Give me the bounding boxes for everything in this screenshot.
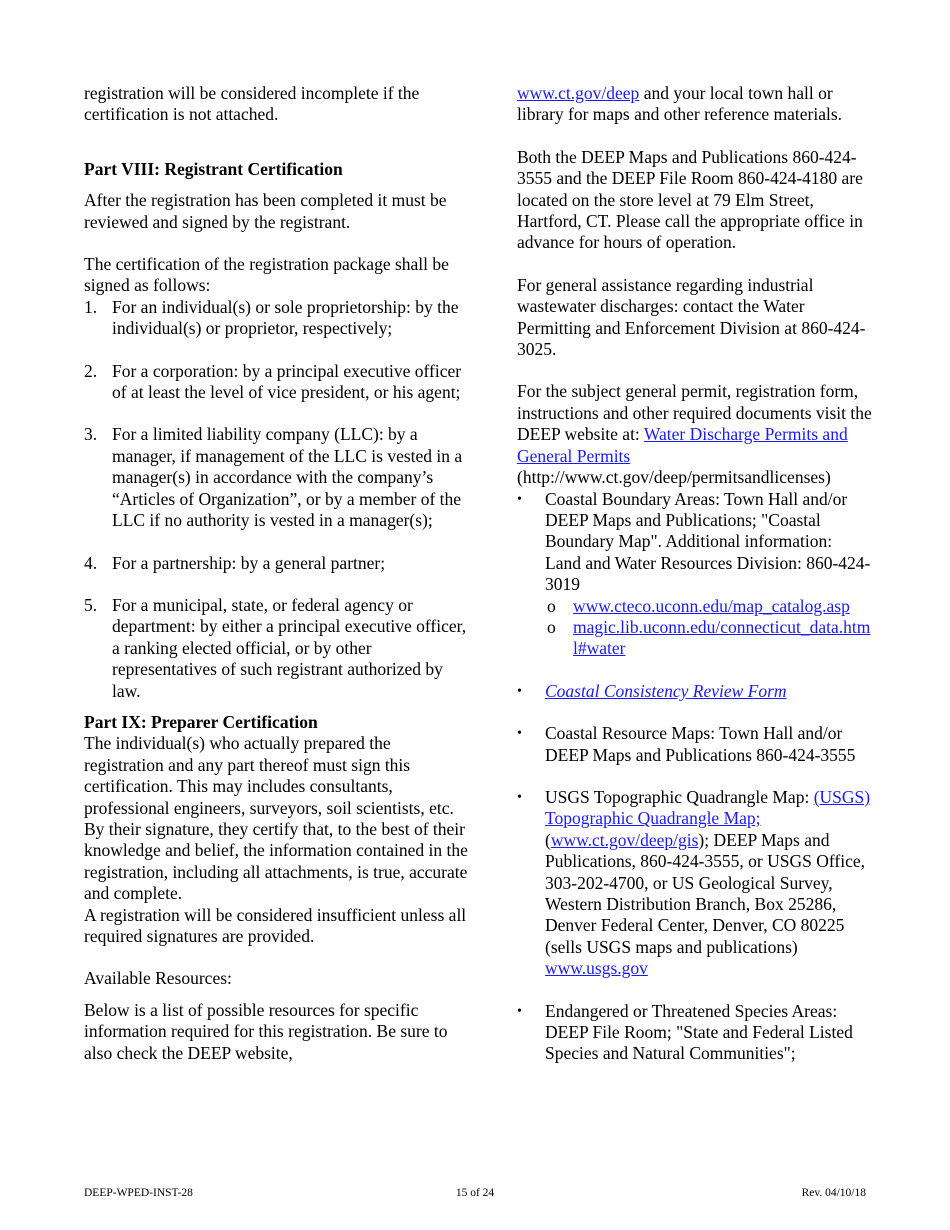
bullet-icon: • [517, 491, 522, 507]
item-number: 2. [84, 360, 98, 381]
cteco-map-catalog-link[interactable]: www.cteco.uconn.edu/map_catalog.asp [573, 595, 850, 616]
resources-paragraph: Below is a list of possible resources for specific information required for this registration. Be sure to also check the DEEP website, [84, 999, 448, 1063]
usgs-website-link[interactable]: www.usgs.gov [545, 958, 648, 979]
right-column [517, 83, 872, 1065]
certification-item [84, 553, 469, 574]
sub-link-item [545, 596, 872, 617]
item-number: 4. [84, 552, 98, 573]
certification-item [84, 424, 469, 531]
maps-office-paragraph: Both the DEEP Maps and Publications 860-424-3555 and the DEEP File Room 860-424-4180 are located on the store level at 79 Elm Street, Hartford, CT. Please call the appropriate office in advance for hours of operation. [517, 146, 863, 253]
resource-item-coastal-consistency [517, 681, 872, 702]
circle-bullet-icon: o [547, 616, 556, 637]
footer-page-number: 15 of 24 [455, 1187, 495, 1199]
resources-heading: Available Resources: [84, 968, 232, 989]
part9-paragraph-2: A registration will be considered insufficient unless all required signatures are provided. [84, 904, 467, 946]
part8-heading: Part VIII: Registrant Certification [84, 158, 343, 179]
item-text: For a partnership: by a general partner; [112, 552, 386, 573]
footer-document-id: DEEP-WPED-INST-28 [84, 1187, 193, 1199]
resource-item-coastal-boundary [517, 489, 872, 660]
resources-list [517, 489, 872, 1065]
usgs-details-text: ); DEEP Maps and Publications, 860-424-3555, or USGS Office, 303-202-4700, or US Geological Survey, Western Distribution Branch, Box 25286, Denver Federal Center, Denver, CO 80225 (sells USGS maps and publications) [545, 829, 865, 957]
part9-paragraph-1: The individual(s) who actually prepared the registration and any part thereof must sign this certification. This may includes consultants, professional engineers, surveyors, soil scientists, etc. By their signature, they certify that, to the best of their knowledge and belief, the information contained in the registration, including all attachments, is true, accurate and complete. [84, 733, 468, 904]
water-discharge-permits-link[interactable]: Water Discharge Permits and General Permits [517, 424, 848, 466]
certification-item [84, 595, 469, 702]
item-text: For a corporation: by a principal executive officer of at least the level of vice president, or his agent; [112, 360, 462, 403]
item-text: For a limited liability company (LLC): by a manager, if management of the LLC is vested in a manager(s) in accordance with the company’s “Articles of Organization”, or by a member of the LLC if no authority is vested in a manager(s); [112, 424, 463, 531]
bullet-icon: • [517, 683, 522, 699]
sub-link-list [545, 596, 872, 660]
coastal-consistency-review-form-link[interactable]: Coastal Consistency Review Form [545, 680, 787, 701]
permit-text: For the subject general permit, registration form, instructions and other required documents visit the DEEP website at: [517, 381, 872, 445]
item-number: 1. [84, 296, 98, 317]
resource-item-usgs-topographic [517, 787, 872, 980]
permit-paragraph [517, 381, 872, 488]
permit-url-text: (http://www.ct.gov/deep/permitsandlicenses) [517, 467, 831, 488]
bullet-icon: • [517, 1003, 522, 1019]
item-text: For a municipal, state, or federal agency or department: by either a principal executive officer, a ranking elected official, or by other representatives of such registrant authorized by law. [112, 594, 467, 701]
bullet-icon: • [517, 789, 522, 805]
resource-text: Endangered or Threatened Species Areas: DEEP File Room; "State and Federal Listed Species and Natural Communities"; [545, 1000, 853, 1064]
bullet-icon: • [517, 726, 522, 742]
certification-item [84, 297, 469, 340]
usgs-topographic-map-link[interactable]: (USGS) Topographic Quadrangle Map; [545, 786, 871, 829]
part8-paragraph-1: After the registration has been completed it must be reviewed and signed by the registrant. [84, 190, 447, 232]
deep-gis-link[interactable]: www.ct.gov/deep/gis [550, 829, 699, 850]
website-text: and your local town hall or library for maps and other reference materials. [517, 83, 843, 125]
deep-website-link[interactable]: www.ct.gov/deep [517, 83, 640, 103]
circle-bullet-icon: o [547, 595, 556, 616]
magic-uconn-data-link[interactable]: magic.lib.uconn.edu/connecticut_data.html#water [573, 616, 871, 659]
assistance-paragraph: For general assistance regarding industrial wastewater discharges: contact the Water Permitting and Enforcement Division at 860-424-3025. [517, 274, 866, 360]
certification-list [84, 297, 469, 702]
resource-item-endangered-species [517, 1001, 872, 1065]
resource-text: Coastal Boundary Areas: Town Hall and/or DEEP Maps and Publications; "Coastal Boundary Map". Additional information: Land and Water Resources Division: 860-424-3019 [545, 488, 871, 595]
resource-item-coastal-resource-maps [517, 723, 872, 766]
part8-paragraph-2: The certification of the registration package shall be signed as follows: [84, 254, 449, 296]
certification-item [84, 361, 469, 404]
item-text: For an individual(s) or sole proprietorship: by the individual(s) or proprietor, respectively; [112, 296, 459, 339]
item-number: 3. [84, 424, 98, 445]
intro-paragraph: registration will be considered incomplete if the certification is not attached. [84, 83, 420, 125]
left-column [84, 83, 469, 1064]
website-paragraph [517, 83, 872, 126]
resource-text: USGS Topographic Quadrangle Map: [545, 786, 814, 807]
sub-link-item [545, 617, 872, 660]
paren-text: ( [545, 829, 551, 850]
resource-text: Coastal Resource Maps: Town Hall and/or DEEP Maps and Publications 860-424-3555 [545, 723, 856, 765]
part9-heading: Part IX: Preparer Certification [84, 711, 318, 732]
footer-revision-date: Rev. 04/10/18 [801, 1187, 866, 1199]
item-number: 5. [84, 594, 98, 615]
